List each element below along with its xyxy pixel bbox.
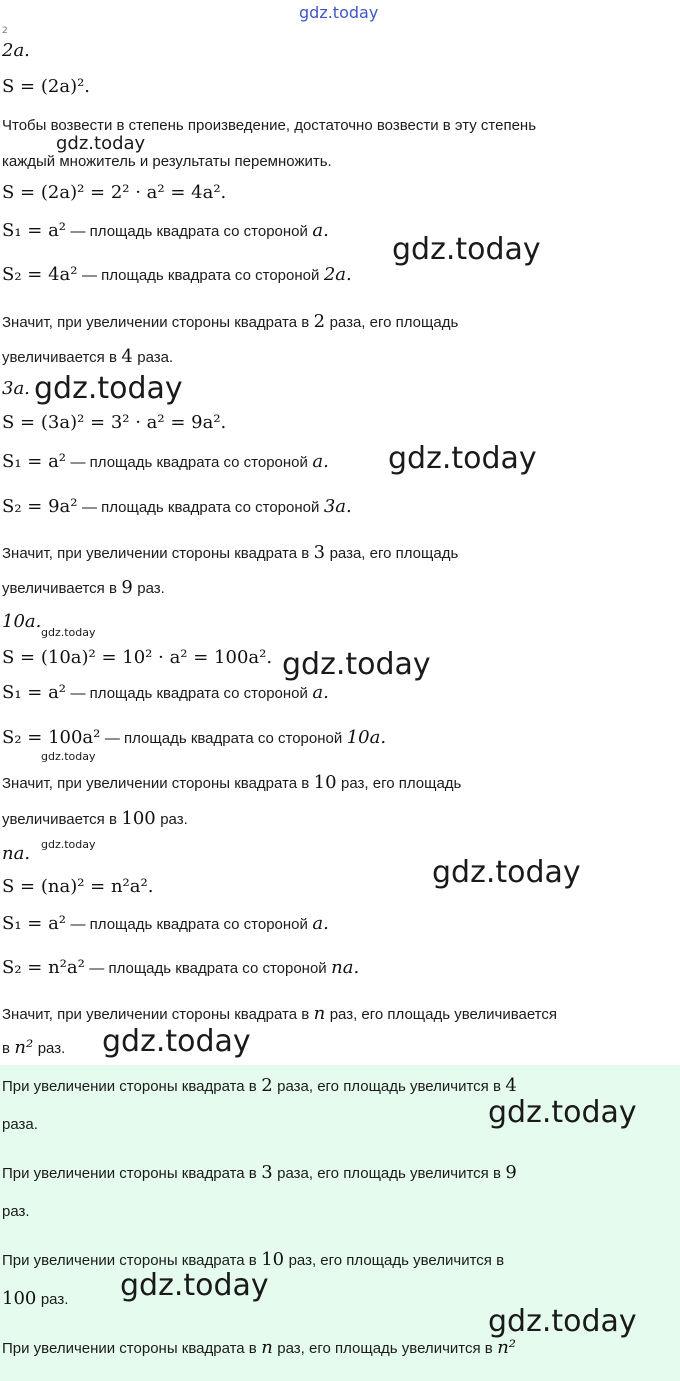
watermark: gdz.today: [488, 1095, 637, 1130]
s2-var: 3a.: [323, 496, 352, 517]
s2-formula: S₂ = 9a²: [2, 496, 78, 517]
section-2a-conclusion: [2, 311, 458, 332]
conclusion-number: n: [313, 1003, 326, 1024]
answer-text: раз, его площадь увеличится в: [288, 1252, 505, 1269]
section-2a-s2: [2, 264, 352, 285]
answer-line-4: [2, 1337, 516, 1358]
answer-line-3: [2, 1249, 504, 1270]
section-10a-s1: [2, 682, 329, 703]
s2-text: — площадь квадрата со стороной: [81, 499, 320, 516]
conclusion-text: раз.: [37, 1040, 66, 1057]
s1-formula: S₁ = a²: [2, 220, 67, 241]
section-2a-s1: [2, 220, 329, 241]
conclusion-text: увеличивается в: [2, 580, 117, 597]
answer-line-2: [2, 1162, 517, 1183]
watermark: gdz.today: [282, 647, 431, 682]
section-na-conclusion-2: [2, 1037, 65, 1058]
conclusion-number: 100: [121, 808, 156, 829]
watermark: gdz.today: [392, 232, 541, 267]
section-2a-conclusion-2: [2, 346, 173, 367]
conclusion-text: раз.: [137, 580, 165, 597]
answer-number: n: [261, 1337, 273, 1358]
s1-text: — площадь квадрата со стороной: [70, 454, 308, 471]
answer-line-1: [2, 1075, 517, 1096]
s1-var: a.: [312, 451, 329, 472]
conclusion-text: увеличивается в: [2, 811, 117, 828]
answer-number: 2: [261, 1075, 273, 1096]
s2-formula: S₂ = n²a²: [2, 957, 85, 978]
s1-formula: S₁ = a²: [2, 682, 67, 703]
watermark-top: gdz.today: [299, 3, 379, 22]
s1-text: — площадь квадрата со стороной: [70, 916, 308, 933]
rule-text-2: каждый множитель и результаты перемножить.: [2, 153, 332, 170]
answer-text: При увеличении стороны квадрата в: [2, 1078, 257, 1095]
conclusion-text: раза, его площадь: [329, 314, 459, 331]
s1-text: — площадь квадрата со стороной: [70, 223, 308, 240]
section-na-s2: [2, 957, 359, 978]
answer-number: 3: [261, 1162, 273, 1183]
watermark: gdz.today: [41, 838, 96, 851]
section-3a-s2: [2, 496, 352, 517]
answer-text: раза, его площадь увеличится в: [277, 1165, 501, 1182]
s2-var: na.: [331, 957, 360, 978]
watermark: gdz.today: [388, 441, 537, 476]
watermark: gdz.today: [120, 1268, 269, 1303]
section-2a-calc: S = (2a)² = 2² · a² = 4a².: [2, 182, 227, 203]
conclusion-number: 2: [313, 311, 326, 332]
s2-text: — площадь квадрата со стороной: [104, 730, 343, 747]
s1-var: a.: [312, 220, 329, 241]
answer-text: При увеличении стороны квадрата в: [2, 1252, 257, 1269]
section-na-s1: [2, 913, 329, 934]
answer-number: n²: [497, 1337, 516, 1358]
section-3a-conclusion: [2, 542, 458, 563]
section-3a-calc: S = (3a)² = 3² · a² = 9a².: [2, 412, 227, 433]
s1-var: a.: [312, 913, 329, 934]
section-10a-conclusion: [2, 772, 461, 793]
answer-text: раза, его площадь увеличится в: [277, 1078, 501, 1095]
watermark: gdz.today: [432, 855, 581, 890]
conclusion-text: раза, его площадь: [329, 545, 459, 562]
conclusion-number: n²: [14, 1037, 34, 1058]
answer-text: раз.: [40, 1291, 69, 1308]
s1-formula: S₁ = a²: [2, 913, 67, 934]
answer-number: 10: [261, 1249, 285, 1270]
section-3a-s1: [2, 451, 329, 472]
watermark: gdz.today: [488, 1304, 637, 1339]
conclusion-text: раз, его площадь увеличивается: [329, 1006, 558, 1023]
answer-text: При увеличении стороны квадрата в: [2, 1340, 257, 1357]
section-2a-label: 2a.: [2, 40, 30, 61]
conclusion-text: раз.: [160, 811, 188, 828]
answer-number: 100: [2, 1288, 37, 1309]
s2-formula: S₂ = 4a²: [2, 264, 78, 285]
conclusion-number: 10: [313, 772, 337, 793]
answer-number: 4: [505, 1075, 517, 1096]
section-10a-s2: [2, 727, 386, 748]
section-na-calc: S = (na)² = n²a².: [2, 876, 154, 897]
watermark: gdz.today: [102, 1024, 251, 1059]
top-fragment: 2: [2, 26, 8, 36]
answer-number: 9: [505, 1162, 517, 1183]
conclusion-text: в: [2, 1040, 10, 1057]
answer-text: При увеличении стороны квадрата в: [2, 1165, 257, 1182]
s1-formula: S₁ = a²: [2, 451, 67, 472]
conclusion-number: 4: [121, 346, 133, 367]
conclusion-text: увеличивается в: [2, 349, 117, 366]
answer-text: раз, его площадь увеличится в: [277, 1340, 493, 1357]
conclusion-text: Значит, при увеличении стороны квадрата в: [2, 775, 310, 792]
s2-text: — площадь квадрата со стороной: [89, 960, 327, 977]
section-3a-conclusion-2: [2, 577, 165, 598]
conclusion-text: раз, его площадь: [341, 775, 462, 792]
section-10a-conclusion-2: [2, 808, 188, 829]
rule-text-1: Чтобы возвести в степень произведение, достаточно возвести в эту степень: [2, 117, 537, 134]
section-2a-area: S = (2a)².: [2, 76, 91, 97]
conclusion-text: Значит, при увеличении стороны квадрата в: [2, 1006, 310, 1023]
watermark: gdz.today: [41, 750, 96, 763]
conclusion-number: 9: [121, 577, 133, 598]
s2-text: — площадь квадрата со стороной: [81, 267, 320, 284]
section-na-conclusion: [2, 1003, 557, 1024]
s2-var: 2a.: [323, 264, 352, 285]
answer-line-3b: [2, 1288, 68, 1309]
watermark: gdz.today: [34, 371, 183, 406]
section-na-label: na.: [2, 843, 31, 864]
conclusion-text: Значит, при увеличении стороны квадрата в: [2, 545, 310, 562]
s1-var: a.: [312, 682, 329, 703]
answer-line-2b: раз.: [2, 1203, 30, 1220]
answer-line-1b: раза.: [2, 1116, 38, 1133]
conclusion-number: 3: [313, 542, 326, 563]
section-10a-label: 10a.: [2, 611, 42, 632]
conclusion-text: Значит, при увеличении стороны квадрата в: [2, 314, 310, 331]
watermark: gdz.today: [41, 626, 96, 639]
s2-var: 10a.: [346, 727, 387, 748]
conclusion-text: раза.: [137, 349, 174, 366]
watermark: gdz.today: [56, 133, 146, 154]
section-3a-label: 3a.: [2, 378, 30, 399]
s2-formula: S₂ = 100a²: [2, 727, 101, 748]
section-10a-calc: S = (10a)² = 10² · a² = 100a².: [2, 647, 273, 668]
s1-text: — площадь квадрата со стороной: [70, 685, 308, 702]
